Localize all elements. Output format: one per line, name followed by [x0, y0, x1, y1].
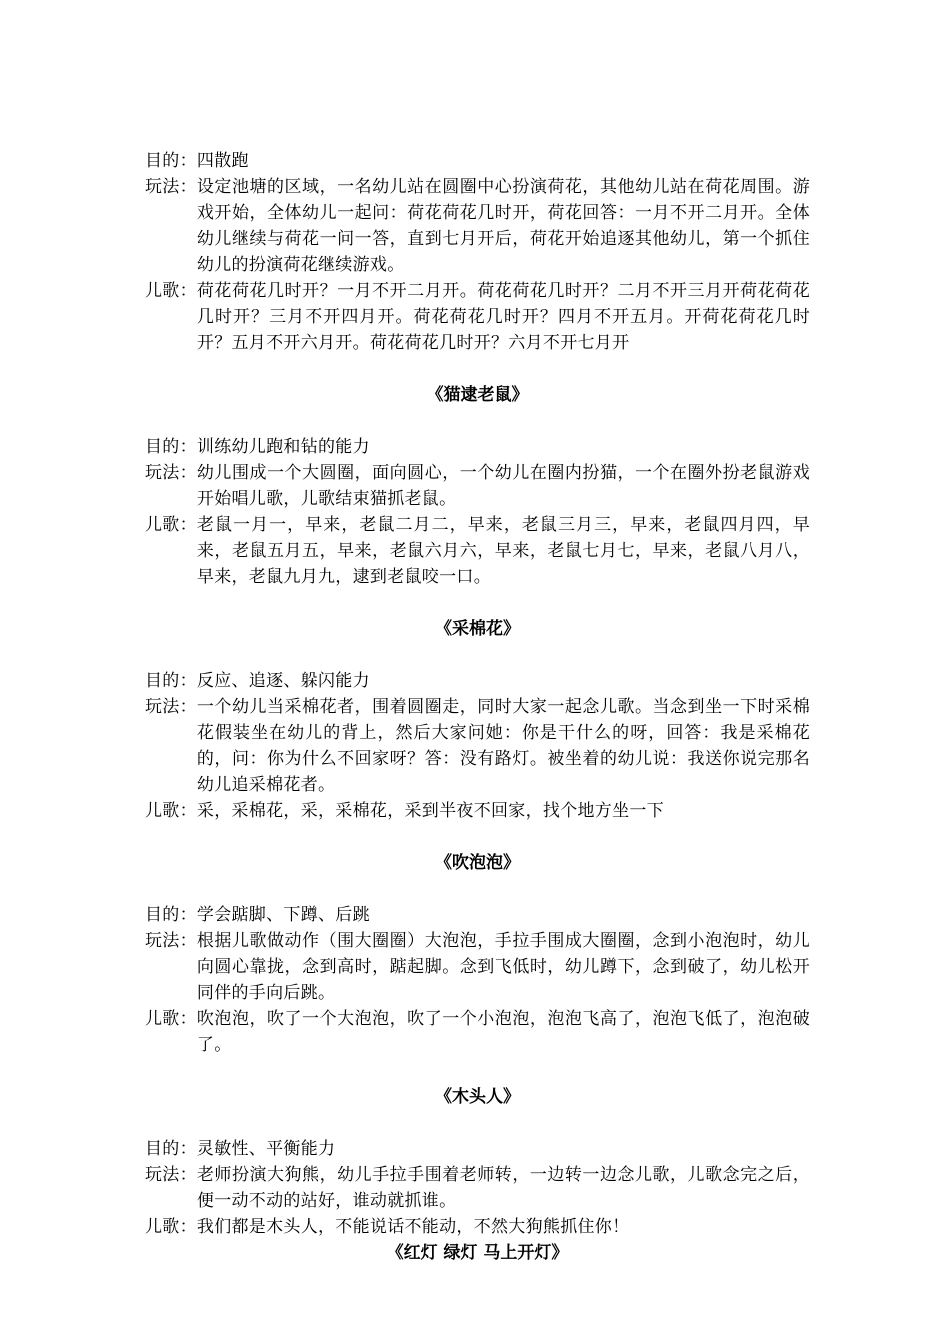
play-label: 玩法：	[145, 463, 197, 483]
purpose-text: 灵敏性、平衡能力	[196, 1139, 336, 1159]
song-label: 儿歌：	[145, 801, 197, 821]
purpose-label: 目的：	[145, 671, 197, 691]
song-text: 采，采棉花，采，采棉花，采到半夜不回家，找个地方坐一下	[196, 801, 665, 821]
song-label: 儿歌：	[145, 515, 197, 535]
purpose-row	[145, 148, 810, 174]
play-row	[145, 1162, 810, 1214]
purpose-row	[145, 1136, 810, 1162]
play-row	[145, 174, 810, 278]
song-label: 儿歌：	[145, 1217, 197, 1237]
purpose-text: 四散跑	[196, 151, 249, 171]
song-text: 荷花荷花几时开？一月不开二月开。荷花荷花几时开？二月不开三月开荷花荷花几时开？三月不开四月开。荷花荷花几时开？四月不开五月。开荷花荷花几时开？五月不开六月开。荷花荷花几时开？六月不开七月开	[196, 281, 810, 353]
purpose-label: 目的：	[145, 437, 197, 457]
play-label: 玩法：	[145, 697, 197, 717]
play-label: 玩法：	[145, 931, 197, 951]
purpose-label: 目的：	[145, 1139, 197, 1159]
song-label: 儿歌：	[145, 1009, 197, 1029]
purpose-row	[145, 668, 810, 694]
song-row	[145, 1006, 810, 1058]
game-title: 《红灯 绿灯 马上开灯》	[386, 1243, 569, 1263]
song-row	[145, 1214, 810, 1240]
song-text: 吹泡泡，吹了一个大泡泡，吹了一个小泡泡，泡泡飞高了，泡泡飞低了，泡泡破了。	[196, 1009, 810, 1055]
purpose-row	[145, 434, 810, 460]
play-text: 根据儿歌做动作（围大圈圈）大泡泡，手拉手围成大圈圈，念到小泡泡时，幼儿向圆心靠拢，念到高时，踮起脚。念到飞低时，幼儿蹲下，念到破了，幼儿松开同伴的手向后跳。	[196, 931, 810, 1003]
play-label: 玩法：	[145, 1165, 197, 1185]
purpose-label: 目的：	[145, 905, 197, 925]
play-text: 幼儿围成一个大圆圈，面向圆心，一个幼儿在圈内扮猫，一个在圈外扮老鼠游戏开始唱儿歌，儿歌结束猫抓老鼠。	[196, 463, 810, 509]
play-label: 玩法：	[145, 177, 197, 197]
purpose-text: 反应、追逐、躲闪能力	[196, 671, 370, 691]
song-row	[145, 278, 810, 356]
play-text: 设定池塘的区域，一名幼儿站在圆圈中心扮演荷花，其他幼儿站在荷花周围。游戏开始，全体幼儿一起问：荷花荷花几时开，荷花回答：一月不开二月开。全体幼儿继续与荷花一问一答，直到七月开后，荷花开始追逐其他幼儿，第一个抓住幼儿的扮演荷花继续游戏。	[196, 177, 810, 275]
song-text: 我们都是木头人，不能说话不能动，不然大狗熊抓住你！	[196, 1217, 630, 1237]
play-row	[145, 460, 810, 512]
song-row	[145, 512, 810, 590]
song-row	[145, 798, 810, 824]
play-text: 老师扮演大狗熊，幼儿手拉手围着老师转，一边转一边念儿歌，儿歌念完之后，便一动不动的站好，谁动就抓谁。	[196, 1165, 810, 1211]
game-title: 《木头人》	[435, 1087, 520, 1107]
purpose-text: 训练幼儿跑和钻的能力	[196, 437, 370, 457]
game-title: 《采棉花》	[435, 619, 520, 639]
game-title: 《吹泡泡》	[435, 853, 520, 873]
play-row	[145, 694, 810, 798]
game-title: 《猫逮老鼠》	[426, 385, 529, 405]
purpose-text: 学会踮脚、下蹲、后跳	[196, 905, 370, 925]
document-content	[145, 148, 810, 1266]
purpose-row	[145, 902, 810, 928]
play-text: 一个幼儿当采棉花者，围着圆圈走，同时大家一起念儿歌。当念到坐一下时采棉花假装坐在幼儿的背上，然后大家问她：你是干什么的呀，回答：我是采棉花的，问：你为什么不回家呀？答：没有路灯。被坐着的幼儿说：我送你说完那名幼儿追采棉花者。	[196, 697, 810, 795]
play-row	[145, 928, 810, 1006]
purpose-label: 目的：	[145, 151, 197, 171]
song-label: 儿歌：	[145, 281, 197, 301]
song-text: 老鼠一月一，早来，老鼠二月二，早来，老鼠三月三，早来，老鼠四月四，早来，老鼠五月五，早来，老鼠六月六，早来，老鼠七月七，早来，老鼠八月八，早来，老鼠九月九，逮到老鼠咬一口。	[196, 515, 810, 587]
